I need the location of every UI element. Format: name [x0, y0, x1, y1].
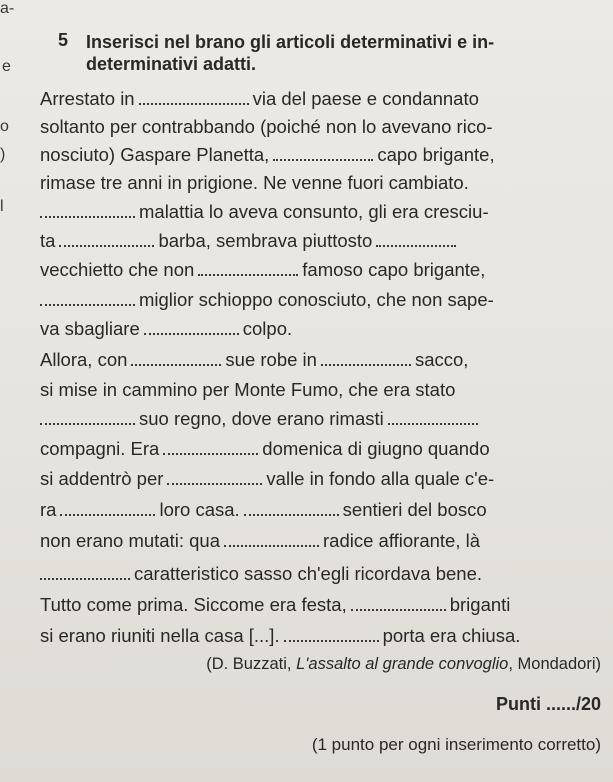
exercise-number: 5 [58, 30, 69, 50]
margin-mark: l [0, 198, 4, 215]
answer-blank[interactable] [131, 350, 221, 366]
answer-blank[interactable] [198, 260, 298, 276]
text-line: non erano mutati: qua radice affiorante, là [40, 530, 481, 551]
score-label: Punti ....../20 [495, 694, 601, 714]
answer-blank[interactable] [273, 145, 373, 161]
margin-mark: e [2, 58, 11, 75]
text-line: va sbagliare colpo. [40, 318, 293, 339]
text-line: si addentrò per valle in fondo alla quale c'e- [40, 468, 495, 489]
answer-blank[interactable] [376, 231, 456, 247]
text-line: ta barba, sembrava piuttosto [40, 228, 603, 254]
text-line: si erano riuniti nella casa [...]. porta era chiusa. [40, 625, 521, 646]
text-line: Tutto come prima. Siccome era festa, briganti [40, 594, 511, 615]
text-line: vecchietto che non famoso capo brigante, [40, 259, 486, 280]
text-line: suo regno, dove erano rimasti [40, 406, 603, 432]
answer-blank[interactable] [351, 595, 446, 611]
text-line: nosciuto) Gaspare Planetta, capo brigante, [40, 144, 495, 165]
exercise-instruction-line1: Inserisci nel brano gli articoli determinativi e in- [86, 32, 495, 52]
answer-blank[interactable] [60, 500, 155, 516]
text-line: caratteristico sasso ch'egli ricordava bene. [40, 561, 603, 587]
answer-blank[interactable] [144, 319, 239, 335]
answer-blank[interactable] [139, 89, 249, 105]
answer-blank[interactable] [167, 469, 262, 485]
text-line: Arrestato in via del paese e condannato [40, 88, 479, 109]
answer-blank[interactable] [388, 409, 478, 425]
answer-blank[interactable] [59, 231, 154, 247]
text-line: Allora, con sue robe in sacco, [40, 349, 469, 370]
answer-blank[interactable] [40, 202, 135, 218]
answer-blank[interactable] [40, 290, 135, 306]
text-line: miglior schioppo conosciuto, che non sape- [40, 287, 603, 313]
text-line: ra loro casa. sentieri del bosco [40, 499, 487, 520]
answer-blank[interactable] [321, 350, 411, 366]
answer-blank[interactable] [224, 531, 319, 547]
answer-blank[interactable] [40, 564, 130, 580]
text-line: soltanto per contrabbando (poiché non lo avevano rico- [40, 116, 493, 137]
text-line: rimase tre anni in prigione. Ne venne fuori cambiato. [40, 172, 469, 193]
answer-blank[interactable] [163, 439, 258, 455]
margin-mark: ) [0, 146, 6, 163]
margin-mark: o [0, 118, 9, 135]
answer-blank[interactable] [244, 500, 339, 516]
text-line: compagni. Era domenica di giugno quando [40, 438, 490, 459]
source-citation: (D. Buzzati, L'assalto al grande convoglio, Mondadori) [206, 655, 601, 673]
scoring-note: (1 punto per ogni inserimento corretto) [311, 735, 601, 754]
source-title: L'assalto al grande convoglio [296, 655, 509, 673]
margin-mark: a- [0, 0, 15, 17]
exercise-instruction-line2: determinativi adatti. [86, 54, 257, 74]
text-line: si mise in cammino per Monte Fumo, che era stato [40, 379, 456, 400]
answer-blank[interactable] [40, 409, 135, 425]
text-line: malattia lo aveva consunto, gli era cresciu- [40, 199, 603, 225]
answer-blank[interactable] [284, 626, 379, 642]
